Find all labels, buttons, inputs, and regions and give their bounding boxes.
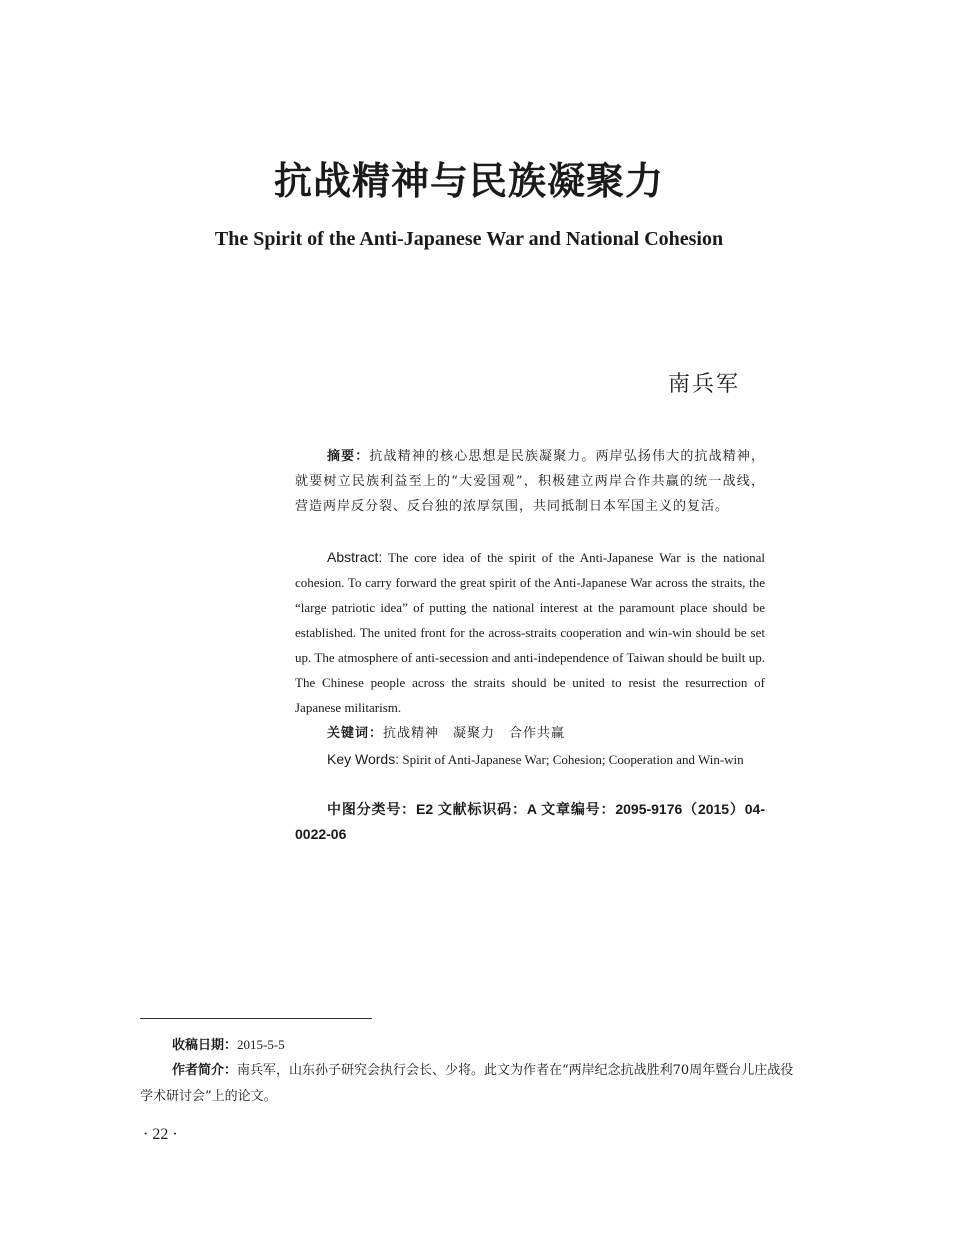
author-bio-footnote	[140, 1058, 800, 1110]
abstract-text-cn: 抗战精神的核心思想是民族凝聚力。两岸弘扬伟大的抗战精神，就要树立民族利益至上的“大爱国观”，积极建立两岸合作共赢的统一战线，营造两岸反分裂、反台独的浓厚氛围，共同抵制日本军国主义的复活。	[295, 449, 765, 514]
keywords-label-cn: 关键词：	[327, 726, 384, 741]
abstract-chinese	[295, 444, 765, 519]
received-date: 2015-5-5	[237, 1037, 285, 1052]
paper-title-english: The Spirit of the Anti-Japanese War and National Cohesion	[214, 228, 724, 250]
keywords-text-en: Spirit of Anti-Japanese War; Cohesion; Cooperation and Win-win	[402, 752, 744, 767]
keywords-label-en: Key Words:	[327, 751, 400, 767]
keywords-text-cn: 抗战精神 凝聚力 合作共赢	[383, 726, 566, 741]
abstract-label-cn: 摘要：	[327, 449, 370, 464]
keywords-english	[295, 747, 765, 772]
keywords-chinese	[295, 721, 765, 746]
classification-info: 中图分类号：E2 文献标识码：A 文章编号：2095-9176（2015）04-0022-06	[295, 801, 765, 842]
author-bio-text: 南兵军，山东孙子研究会执行会长、少将。此文为作者在“两岸纪念抗战胜利70周年暨台儿庄战役学术研讨会”上的论文。	[140, 1063, 794, 1104]
footnote-divider	[140, 1018, 372, 1019]
abstract-text-en: The core idea of the spirit of the Anti-Japanese War is the national cohesion. To carry forward the great spirit of the Anti-Japanese War across the straits, the “large patriotic idea” of putting the national interest at the paramount place should be established. The united front for the across-straits cooperation and win-win should be set up. The atmosphere of anti-secession and anti-independence of Taiwan should be built up. The Chinese people across the straits should be united to resist the resurrection of Japanese militarism.	[295, 550, 765, 715]
paper-title-chinese: 抗战精神与民族凝聚力	[273, 158, 664, 203]
author-name: 南兵军	[668, 372, 741, 397]
abstract-english	[295, 545, 765, 720]
page-number: · 22 ·	[143, 1126, 178, 1143]
received-date-line	[140, 1032, 800, 1059]
author-bio-label: 作者简介：	[172, 1063, 238, 1078]
abstract-label-en: Abstract:	[327, 549, 383, 565]
received-label: 收稿日期：	[172, 1038, 238, 1053]
